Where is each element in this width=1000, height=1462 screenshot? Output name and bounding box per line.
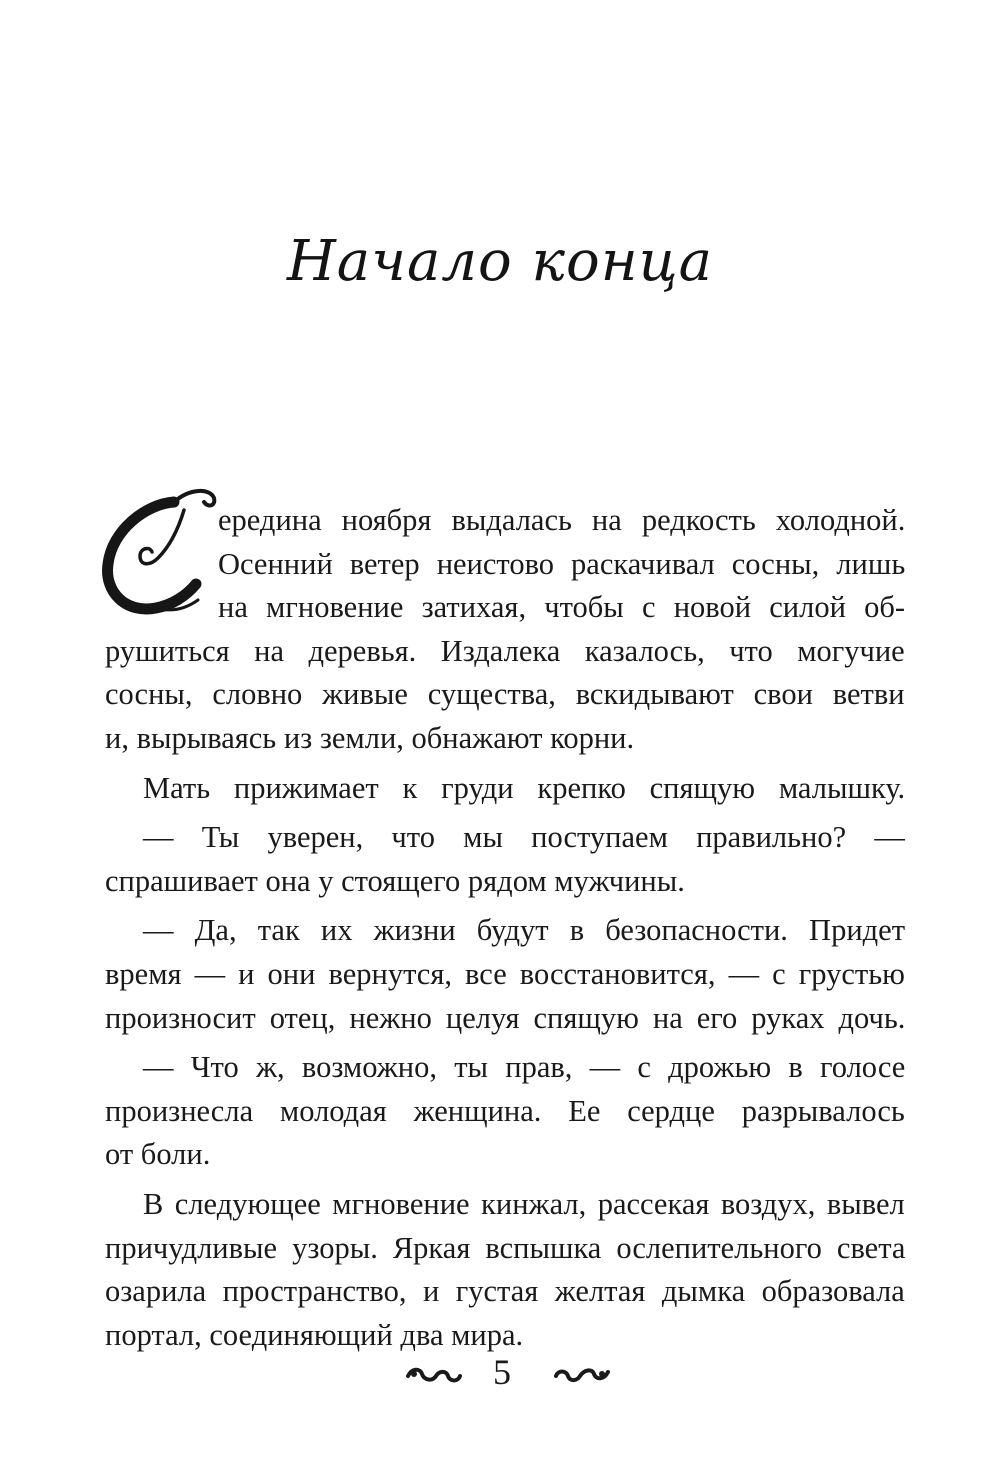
text-line: и, вырываясь из земли, обнажают корни. — [105, 721, 635, 755]
drop-cap-letter — [100, 480, 218, 620]
text-line: спрашивает она у стоящего рядом мужчины. — [105, 864, 685, 898]
chapter-title: Начало конца — [286, 229, 714, 294]
text-line: причудливые узоры. Яркая вспышка ослепительного света — [105, 1231, 906, 1265]
text-line: Осенний ветер неистово раскачивал сосны, лишь — [218, 547, 906, 581]
text-line: произносит отец, нежно целуя спящую на его руках дочь. — [105, 1001, 906, 1035]
text-line: — Ты уверен, что мы поступаем правильно? — — [143, 820, 905, 854]
text-line: портал, соединяющий два мира. — [105, 1318, 524, 1352]
text-line: рушиться на деревья. Издалека казалось, что могучие — [105, 634, 905, 668]
text-line: время — и они вернутся, все восстановится, — с грустью — [105, 957, 905, 991]
page-footer — [0, 1352, 1000, 1392]
text-line: произнесла молодая женщина. Ее сердце разрывалось — [105, 1094, 905, 1128]
text-line: Мать прижимает к груди крепко спящую малышку. — [143, 771, 906, 805]
left-flourish-icon — [404, 1362, 464, 1386]
text-line: сосны, словно живые существа, вскидывают свои ветви — [105, 677, 905, 711]
text-line: В следующее мгновение кинжал, рассекая воздух, вывел — [143, 1187, 905, 1221]
text-line: озарила пространство, и густая желтая дымка образовала — [105, 1274, 905, 1308]
text-line: — Да, так их жизни будут в безопасности. Придет — [143, 913, 906, 947]
page-number: 5 — [493, 1352, 511, 1392]
text-line: ередина ноября выдалась на редкость холодной. — [218, 503, 906, 537]
right-flourish-icon — [552, 1362, 612, 1386]
text-line: на мгновение затихая, чтобы с новой силой об- — [218, 590, 906, 624]
text-line: от боли. — [105, 1137, 211, 1171]
text-line: — Что ж, возможно, ты прав, — с дрожью в голосе — [143, 1050, 906, 1084]
